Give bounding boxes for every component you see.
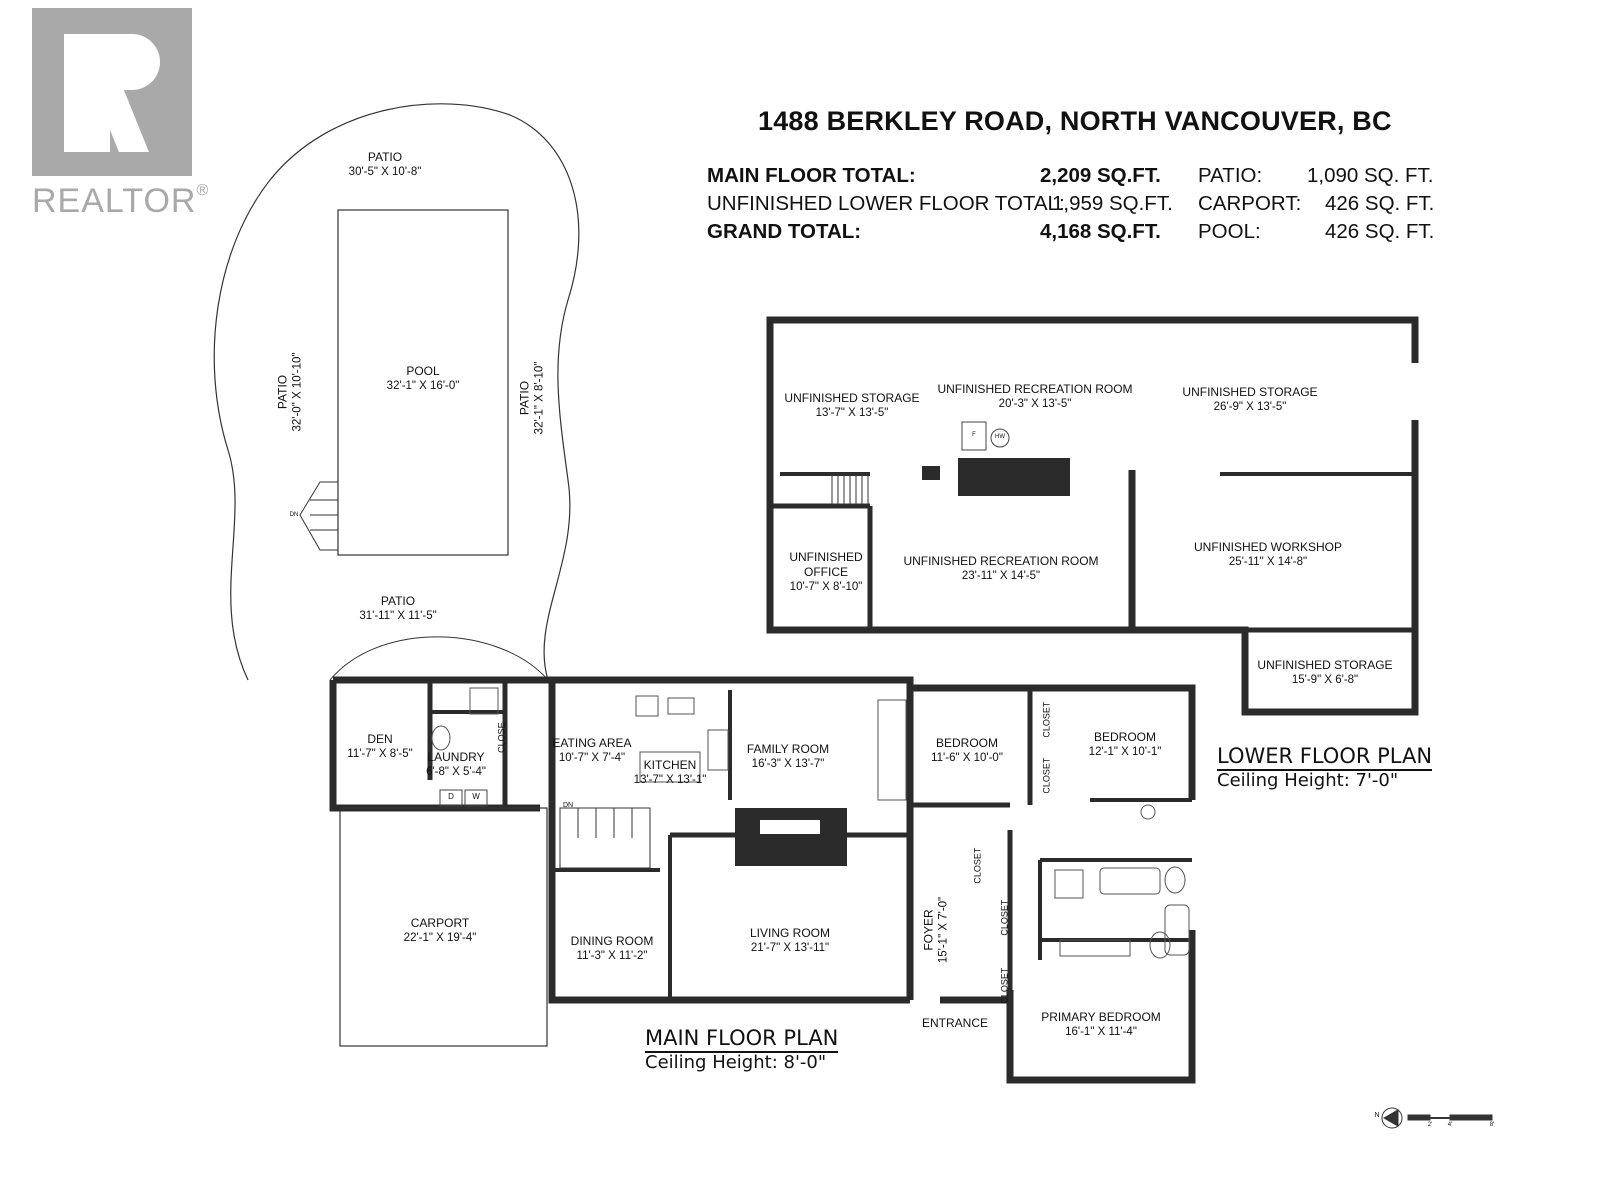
room-label: FOYER 15'-1" X 7'-0" — [921, 896, 950, 964]
room-label: UNFINISHED RECREATION ROOM 23'-11" X 14'-5" — [903, 554, 1099, 582]
scale-tick-label: 4' — [1447, 1122, 1453, 1128]
closet-label: CLOSET — [972, 847, 983, 884]
summary-value: 1,959 SQ.FT. — [1052, 192, 1173, 215]
room-label: LAUNDRY 6'-8" X 5'-4" — [426, 750, 486, 778]
realtor-logo — [32, 8, 209, 221]
room-label: PATIO 30'-5" X 10'-8" — [348, 150, 422, 178]
patio-lower-arc — [330, 637, 548, 680]
lower-floor-plan-title: LOWER FLOOR PLAN Ceiling Height: 7'-0" — [1217, 744, 1433, 791]
room-label: UNFINISHED OFFICE 10'-7" X 8'-10" — [789, 550, 863, 593]
room-label: POOL 32'-1" X 16'-0" — [386, 364, 460, 392]
main-stairs — [560, 808, 650, 868]
stairs-down-label: DN — [289, 512, 299, 518]
dryer-label: D — [448, 792, 454, 801]
north-arrow-icon — [1382, 1108, 1495, 1128]
realtor-r-mark-icon — [32, 8, 192, 176]
lower-floor-walls — [770, 320, 1415, 712]
room-label: PATIO 32'-0" X 10'-10" — [275, 352, 304, 432]
summary-label: GRAND TOTAL: — [707, 220, 862, 243]
summary-label-2: PATIO: — [1198, 164, 1263, 187]
lower-stairs — [832, 474, 868, 504]
room-label: PATIO 31'-11" X 11'-5" — [359, 594, 437, 622]
room-label: FAMILY ROOM 16'-3" X 13'-7" — [746, 742, 830, 770]
summary-value: 2,209 SQ.FT. — [1040, 164, 1161, 187]
stairs-down-label: DN — [562, 802, 574, 809]
scale-tick-label: 2' — [1427, 1122, 1433, 1128]
entrance-label: ENTRANCE — [921, 1016, 989, 1030]
room-label: UNFINISHED STORAGE 26'-9" X 13'-5" — [1182, 385, 1318, 413]
room-label: BEDROOM 12'-1" X 10'-1" — [1088, 730, 1162, 758]
summary-label-2: POOL: — [1198, 220, 1261, 243]
room-label: UNFINISHED RECREATION ROOM 20'-3" X 13'-5" — [937, 382, 1133, 410]
room-label: KITCHEN 13'-7" X 13'-1" — [633, 758, 707, 786]
property-title: 1488 BERKLEY ROAD, NORTH VANCOUVER, BC — [758, 106, 1392, 136]
hot-water-label: HW — [995, 434, 1005, 440]
summary-value-2: 426 SQ. FT. — [1325, 220, 1435, 243]
room-label: DEN 11'-7" X 8'-5" — [347, 732, 413, 760]
room-label: LIVING ROOM 21'-7" X 13'-11" — [749, 926, 831, 954]
lower-fireplace-side — [922, 466, 940, 480]
closet-label: CLOSET — [1041, 757, 1052, 794]
pool-steps — [300, 482, 338, 550]
summary-value: 4,168 SQ.FT. — [1040, 220, 1161, 243]
closet-label: CLOSET — [999, 967, 1010, 1004]
summary-label-2: CARPORT: — [1198, 192, 1302, 215]
room-label: PRIMARY BEDROOM 16'-1" X 11'-4" — [1041, 1010, 1161, 1038]
room-label: DINING ROOM 11'-3" X 11'-2" — [570, 934, 654, 962]
scale-tick-label: 8' — [1489, 1122, 1495, 1128]
lower-fireplace-block — [958, 458, 1070, 496]
closet-label: CLOSET — [999, 899, 1010, 936]
summary-value-2: 426 SQ. FT. — [1325, 192, 1435, 215]
furnace-label: F — [972, 432, 976, 438]
closet-label: CLOSE — [496, 722, 507, 753]
closet-label: CLOSET — [1041, 701, 1052, 738]
room-label: CARPORT 22'-1" X 19'-4" — [403, 916, 477, 944]
room-label: PATIO 32'-1" X 8'-10" — [517, 361, 546, 435]
main-fireplace-block — [735, 808, 847, 866]
room-label: UNFINISHED STORAGE 13'-7" X 13'-5" — [784, 391, 920, 419]
north-label: N — [1374, 1112, 1380, 1119]
room-label: BEDROOM 11'-6" X 10'-0" — [931, 736, 1003, 764]
washer-label: W — [472, 792, 480, 801]
room-label: UNFINISHED WORKSHOP 25'-11" X 14'-8" — [1193, 540, 1343, 568]
room-label: EATING AREA 10'-7" X 7'-4" — [552, 736, 632, 764]
realtor-wordmark: REALTOR® — [32, 182, 210, 220]
summary-value-2: 1,090 SQ. FT. — [1307, 164, 1434, 187]
main-fireplace-hearth — [760, 820, 820, 834]
room-label: UNFINISHED STORAGE 15'-9" X 6'-8" — [1257, 658, 1393, 686]
main-floor-plan-title: MAIN FLOOR PLAN Ceiling Height: 8'-0" — [645, 1026, 839, 1073]
summary-label: UNFINISHED LOWER FLOOR TOTAL: — [707, 192, 1065, 215]
summary-label: MAIN FLOOR TOTAL: — [707, 164, 916, 187]
